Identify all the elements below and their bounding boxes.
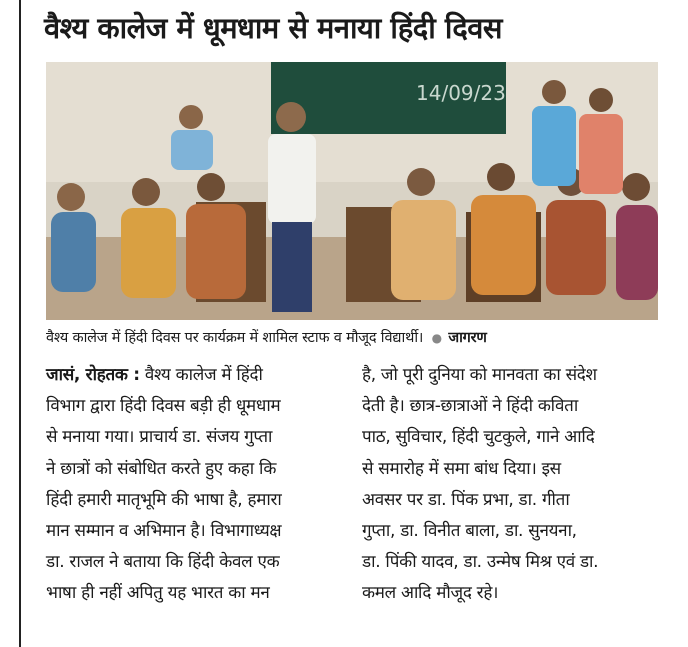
headline: वैश्य कालेज में धूमधाम से मनाया हिंदी दिवस <box>44 11 502 45</box>
body-line: अवसर पर डा. पिंक प्रभा, डा. गीता <box>362 489 570 510</box>
caption-separator: ● <box>431 331 442 345</box>
body-line: मान सम्मान व अभिमान है। विभागाध्यक्ष <box>46 520 282 541</box>
body-line: गुप्ता, डा. विनीत बाला, डा. सुनयना, <box>362 520 577 541</box>
body-line: हिंदी हमारी मातृभूमि की भाषा है, हमारा <box>46 489 282 510</box>
body-line: पाठ, सुविचार, हिंदी चुटकुले, गाने आदि <box>362 427 595 448</box>
caption-text: वैश्य कालेज में हिंदी दिवस पर कार्यक्रम में शामिल स्टाफ व मौजूद विद्यार्थी। <box>46 330 424 346</box>
body-line <box>46 360 340 391</box>
body-line: ने छात्रों को संबोधित करते हुए कहा कि <box>46 458 277 479</box>
photo-credit: जागरण <box>448 330 487 346</box>
news-photo <box>46 62 658 320</box>
photo-caption <box>46 324 658 352</box>
body-line: विभाग द्वारा हिंदी दिवस बड़ी ही धूमधाम <box>46 396 281 417</box>
body-line: से समारोह में समा बांध दिया। इस <box>362 458 561 479</box>
body-line: डा. पिंकी यादव, डा. उन्मेष मिश्र एवं डा. <box>362 552 599 573</box>
dateline: जासं, रोहतक : <box>46 365 140 385</box>
body-line: डा. राजल ने बताया कि हिंदी केवल एक <box>46 552 280 573</box>
article-column-right <box>362 360 656 610</box>
body-line: से मनाया गया। प्राचार्य डा. संजय गुप्ता <box>46 427 273 448</box>
photo-illustration <box>46 62 658 320</box>
body-line: भाषा ही नहीं अपितु यह भारत का मन <box>46 583 270 604</box>
article-column-left <box>46 360 340 610</box>
board-date: 14/09/23 <box>416 81 506 105</box>
body-line: कमल आदि मौजूद रहे। <box>362 583 499 604</box>
body-line: है, जो पूरी दुनिया को मानवता का संदेश <box>362 365 597 385</box>
body-line: देती है। छात्र-छात्राओं ने हिंदी कविता <box>362 396 578 417</box>
body-text: वैश्य कालेज में हिंदी <box>144 365 263 385</box>
column-rule <box>19 0 21 647</box>
